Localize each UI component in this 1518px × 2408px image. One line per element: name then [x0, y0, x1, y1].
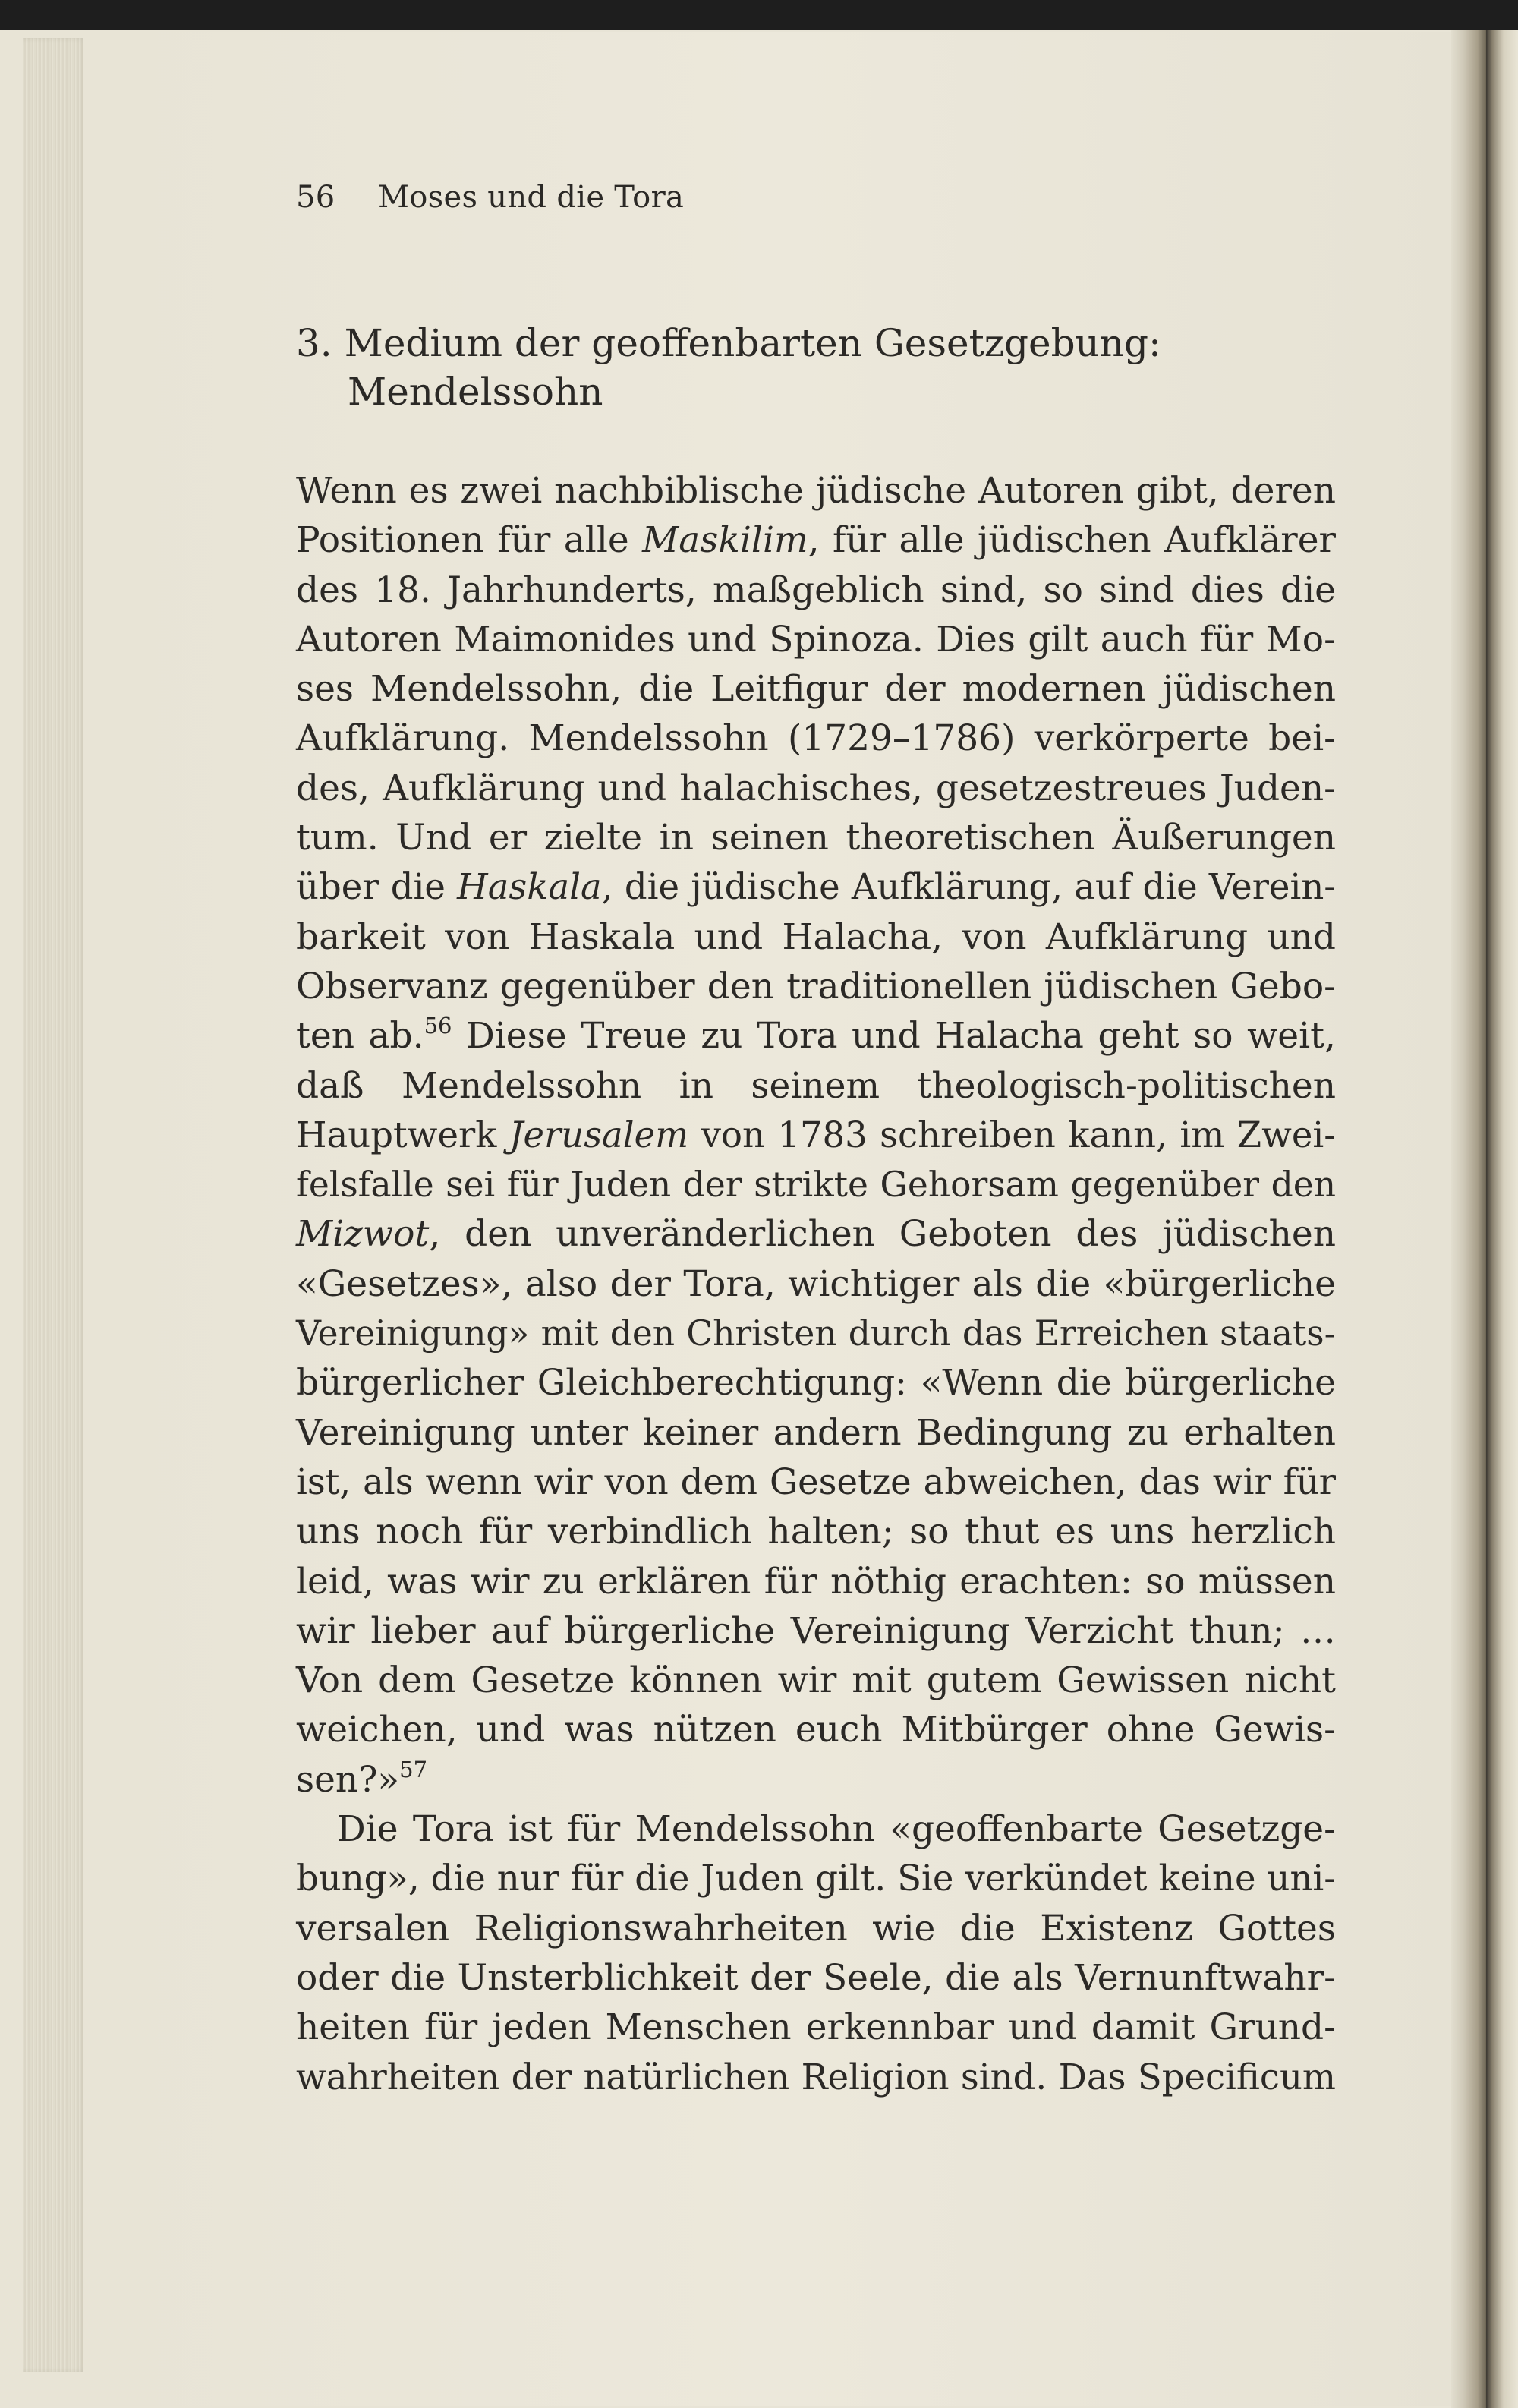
- footnote-ref-57: 57: [399, 1756, 428, 1782]
- text-span: über die: [296, 866, 458, 908]
- text-line: Wenn es zwei nachbiblische jüdische Autoren gibt, deren: [296, 470, 1336, 512]
- text-span: Positionen für alle: [296, 519, 643, 562]
- text-line: des 18. Jahrhunderts, maßgeblich sind, so sind dies die: [296, 569, 1336, 611]
- italic-term-maskilim: Maskilim: [642, 519, 808, 562]
- footnote-ref-56: 56: [424, 1013, 452, 1039]
- text-line: wahrheiten der natürlichen Religion sind. Das Specificum: [296, 2056, 1336, 2098]
- text-line: leid, was wir zu erklären für nöthig erachten: so müssen: [296, 1560, 1336, 1603]
- italic-title-jerusalem: Jerusalem: [509, 1114, 689, 1155]
- text-line: daß Mendelssohn in seinem theologisch-politischen: [296, 1064, 1336, 1107]
- text-line: Vereinigung» mit den Christen durch das Erreichen staats-: [296, 1313, 1336, 1354]
- paragraph-2: [296, 1804, 1336, 2102]
- section-heading: [296, 319, 1336, 416]
- text-line: Vereinigung unter keiner andern Bedingung zu erhalten: [296, 1411, 1336, 1454]
- text-line: Observanz gegenüber den traditionellen jüdischen Gebo-: [296, 965, 1336, 1007]
- body-text: [296, 466, 1336, 2102]
- text-line: tum. Und er zielte in seinen theoretischen Äußerungen: [296, 817, 1336, 859]
- text-line: [296, 1755, 1336, 1804]
- text-span: Diese Treue zu Tora und Halacha geht so weit,: [452, 1015, 1336, 1057]
- text-line: oder die Unsterblichkeit der Seele, die als Vernunftwahr-: [296, 1956, 1336, 1999]
- text-line: barkeit von Haskala und Halacha, von Aufklärung und: [296, 916, 1336, 958]
- text-line: uns noch für verbindlich halten; so thut es uns herzlich: [296, 1511, 1336, 1553]
- italic-term-mizwot: Mizwot: [296, 1213, 430, 1256]
- text-line: Von dem Gesetze können wir mit gutem Gewissen nicht: [296, 1659, 1336, 1702]
- text-line: [296, 1111, 1336, 1160]
- running-title: Moses und die Tora: [378, 180, 685, 215]
- text-line: Aufklärung. Mendelssohn (1729–1786) verkörperte bei-: [296, 717, 1336, 760]
- text-line: des, Aufklärung und halachisches, gesetzestreues Juden-: [296, 767, 1336, 809]
- text-line: [296, 1011, 1336, 1061]
- text-line: [296, 515, 1336, 565]
- text-line: wir lieber auf bürgerliche Vereinigung Verzicht thun; …: [296, 1609, 1336, 1652]
- section-title-line-1: Medium der geoffenbarten Gesetzgebung:: [344, 321, 1161, 365]
- text-line: [296, 1209, 1336, 1259]
- text-line: Autoren Maimonides und Spinoza. Dies gilt auch für Mo-: [296, 618, 1336, 660]
- text-line: Die Tora ist für Mendelssohn «geoffenbarte Gesetzge-: [337, 1808, 1336, 1851]
- italic-term-haskala: Haskala: [457, 866, 602, 908]
- text-line: felsfalle sei für Juden der strikte Gehorsam gegenüber den: [296, 1165, 1336, 1206]
- running-head: [296, 175, 1336, 220]
- section-title-line-2: Mendelssohn: [348, 370, 603, 414]
- text-line: [296, 862, 1336, 912]
- facing-page-edge: [1486, 30, 1518, 2408]
- text-span: , die jüdische Aufklärung, auf die Verein-: [601, 866, 1336, 908]
- text-span: von 1783 schreiben kann, im Zwei-: [688, 1114, 1336, 1155]
- page-text-area: [296, 175, 1336, 2102]
- text-line: ses Mendelssohn, die Leitfigur der modernen jüdischen: [296, 668, 1336, 711]
- text-span: , den unveränderlichen Geboten des jüdischen: [429, 1213, 1336, 1256]
- text-span: ten ab.: [296, 1015, 424, 1057]
- text-line: bung», die nur für die Juden gilt. Sie verkündet keine uni-: [296, 1858, 1336, 1899]
- book-gutter: [1451, 30, 1486, 2408]
- text-line: ist, als wenn wir von dem Gesetze abweichen, das wir für: [296, 1461, 1336, 1502]
- section-number: 3.: [296, 321, 332, 365]
- text-line: versalen Religionswahrheiten wie die Existenz Gottes: [296, 1907, 1336, 1949]
- text-line: «Gesetzes», also der Tora, wichtiger als die «bürgerliche: [296, 1262, 1336, 1305]
- page-number: 56: [296, 180, 335, 215]
- text-line: weichen, und was nützen euch Mitbürger ohne Gewis-: [296, 1709, 1336, 1751]
- text-line: bürgerlicher Gleichberechtigung: «Wenn die bürgerliche: [296, 1362, 1336, 1404]
- paragraph-1: [296, 466, 1336, 1804]
- text-line: heiten für jeden Menschen erkennbar und damit Grund-: [296, 2006, 1336, 2049]
- text-span: , für alle jüdischen Aufklärer: [808, 519, 1336, 562]
- text-span: Hauptwerk: [296, 1114, 509, 1155]
- text-span: sen?»: [296, 1758, 400, 1801]
- page-edges: [23, 38, 87, 2372]
